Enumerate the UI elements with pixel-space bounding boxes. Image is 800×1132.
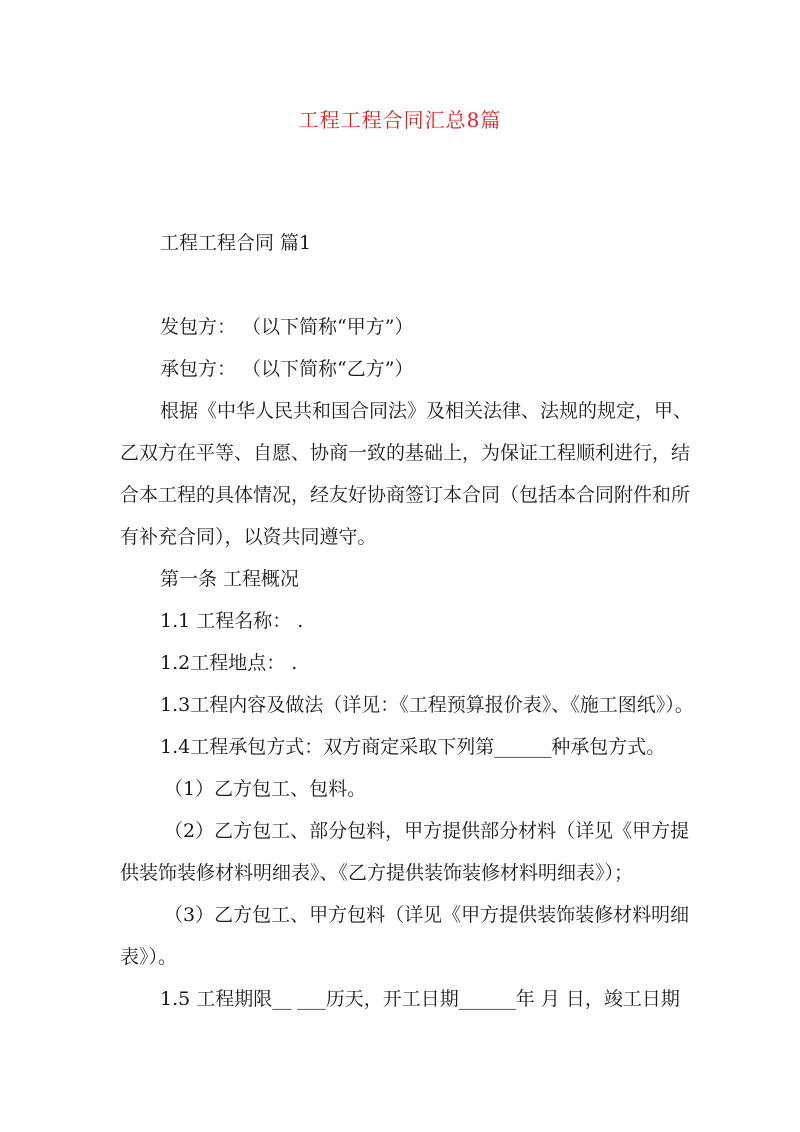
option-line: （2）乙方包工、部分包料，甲方提供部分材料（详见《甲方提 [164, 820, 690, 842]
party-a-line: 发包方： （以下简称“甲方”） [160, 316, 414, 338]
option-line: 表》）。 [120, 946, 178, 968]
party-b-line: 承包方： （以下简称“乙方”） [160, 358, 414, 380]
paragraph-line: 合本工程的具体情况，经友好协商签订本合同（包括本合同附件和所 [120, 484, 691, 506]
clause-line: 1.2工程地点： . [160, 652, 298, 674]
clause-line: 1.5 工程期限__ ___历天，开工日期______年 月 日，竣工日期 [160, 988, 680, 1010]
clause-line: 1.3工程内容及做法（详见：《工程预算报价表》、《施工图纸》）。 [160, 694, 694, 716]
document-title: 工程工程合同汇总8篇 [298, 108, 502, 132]
article-heading: 第一条 工程概况 [160, 568, 300, 590]
option-line: 供装饰装修材料明细表》、《乙方提供装饰装修材料明细表》）； [120, 862, 634, 884]
clause-line: 1.4工程承包方式：双方商定采取下列第______种承包方式。 [160, 736, 666, 758]
section-heading: 工程工程合同 篇1 [160, 232, 312, 254]
paragraph-line: 乙双方在平等、自愿、协商一致的基础上，为保证工程顺利进行，结 [120, 442, 691, 464]
option-line: （3）乙方包工、甲方包料（详见《甲方提供装饰装修材料明细 [164, 904, 690, 926]
option-line: （1）乙方包工、包料。 [164, 778, 367, 800]
paragraph-line: 根据《中华人民共和国合同法》及相关法律、法规的规定，甲、 [160, 400, 693, 422]
paragraph-line: 有补充合同），以资共同遵守。 [120, 526, 377, 548]
clause-line: 1.1 工程名称： . [160, 610, 304, 632]
